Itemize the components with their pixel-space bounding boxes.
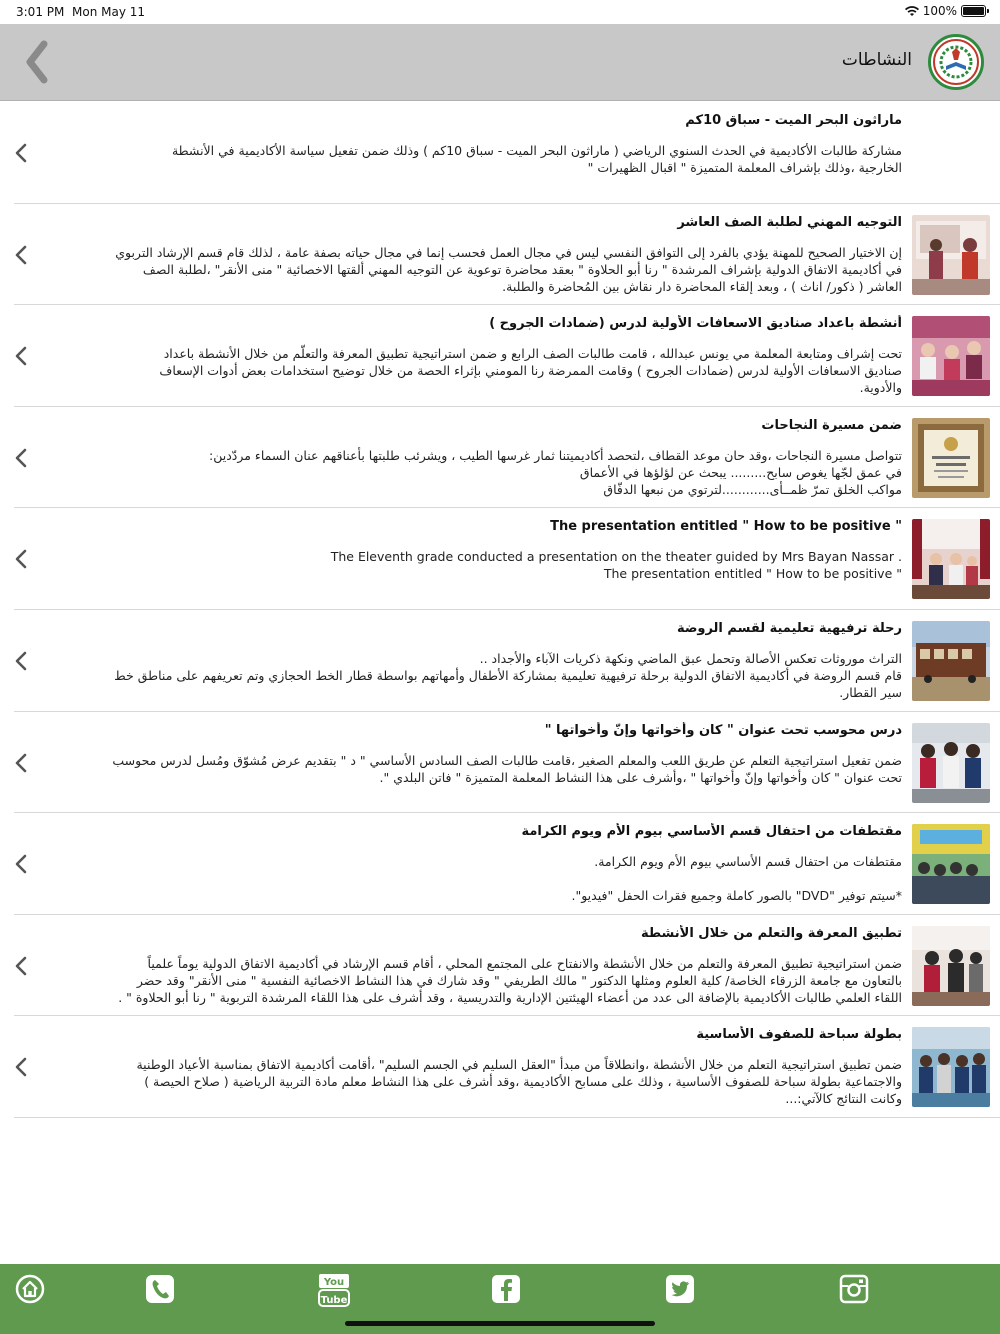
description-line: اللقاء العلمي طالبات الأكاديمية بالإضافة الى عدد من أعضاء الهيئتين الإدارية والتدريسية ، وقد أشرف على هذا اللقاء المرشدة التربوية " رنا أبو الحلاوة " . xyxy=(118,989,902,1005)
status-date: Mon May 11 xyxy=(72,5,146,19)
description-line: الخارجية ،وذلك بإشراف المعلمة المتميزة " اقبال الظهيرات " xyxy=(587,160,902,175)
back-button[interactable] xyxy=(18,38,64,86)
description-line: *سيتم توفير "DVD" بالصور كاملة وجميع فقرات الحفل "فيديو". xyxy=(571,888,902,904)
list-item[interactable] xyxy=(14,407,1000,509)
twitter-icon[interactable] xyxy=(664,1273,696,1305)
chevron-left-icon xyxy=(14,447,28,469)
description-line: العاشر ( ذكور/ اناث ) ، وبعد إلقاء المحاضرة دار نقاش بين المُحاضرة والطلبة. xyxy=(502,278,902,294)
description-line: سير القطار. xyxy=(839,684,902,700)
list-item[interactable] xyxy=(14,915,1000,1017)
facebook-icon[interactable] xyxy=(490,1273,522,1305)
home-indicator xyxy=(345,1321,655,1326)
item-text xyxy=(42,722,902,786)
item-title: The presentation entitled " How to be positive " xyxy=(550,519,902,535)
home-icon[interactable] xyxy=(14,1273,46,1305)
item-text xyxy=(42,823,902,904)
item-text xyxy=(42,620,902,701)
instagram-icon[interactable] xyxy=(838,1273,870,1305)
chevron-left-icon xyxy=(14,345,28,367)
item-thumbnail xyxy=(912,621,990,701)
description-line: مواكب الخلق تمرّ ظمــأى............لترتوي من نبعها الدفّاق xyxy=(603,481,902,497)
item-title: ماراثون البحر الميت - سباق 10كم xyxy=(685,113,902,128)
page-title: النشاطات xyxy=(841,50,912,70)
list-item[interactable] xyxy=(14,508,1000,610)
item-description xyxy=(42,955,902,1006)
item-description xyxy=(42,244,902,295)
chevron-left-icon xyxy=(14,955,28,977)
chevron-left-icon xyxy=(14,853,28,875)
item-description xyxy=(42,142,902,176)
item-description xyxy=(42,447,902,498)
item-thumbnail xyxy=(912,1027,990,1107)
status-time: 3:01 PM xyxy=(16,5,65,19)
chevron-left-icon xyxy=(14,244,28,266)
item-description xyxy=(42,548,902,582)
item-thumbnail xyxy=(912,316,990,396)
description-line: وكانت النتائج كالآتي:... xyxy=(785,1091,902,1107)
book-crest-icon xyxy=(932,38,980,86)
item-thumbnail xyxy=(912,926,990,1006)
item-title: رحلة ترفيهية تعليمية لقسم الروضة xyxy=(676,620,902,636)
youtube-icon[interactable] xyxy=(318,1273,350,1307)
svg-text:You: You xyxy=(323,1277,345,1288)
battery-icon xyxy=(961,5,986,17)
item-description xyxy=(42,752,902,786)
item-text xyxy=(42,214,902,295)
description-line: في أكاديمية الاتفاق الدولية بإشراف المرشدة " رنا أبو الحلاوة " بعقد محاضرة توعوية عن التوجيه المهني ألقتها الاخصائية " منى الأنقر" ،لطلبة الصف xyxy=(142,261,902,277)
list-item[interactable] xyxy=(14,813,1000,915)
list-item[interactable] xyxy=(14,305,1000,407)
chevron-left-icon xyxy=(14,142,28,164)
description-line: صناديق الاسعافات الأولية لدرس (ضمادات الجروح ) وقامت الممرضة رنا المومني بإثراء الحصة من خلال توضيح استخدامات بعض أدوات الإسعاف xyxy=(159,363,902,379)
description-line: قام قسم الروضة في أكاديمية الاتفاق الدولية برحلة ترفيهية تعليمية بمشاركة الأطفال وأمهاتهم بواسطة قطار الخط الحجازي وتم تعريفهم على مناطق خط xyxy=(114,667,902,683)
activities-list xyxy=(14,102,1000,1118)
chevron-left-icon xyxy=(14,548,28,570)
description-line: التراث موروثات تعكس الأصالة وتحمل عبق الماضي ونكهة ذكريات الآباء والأجداد .. xyxy=(479,650,902,666)
item-title: مقتطفات من احتفال قسم الأساسي بيوم الأم ويوم الكرامة xyxy=(521,824,902,840)
description-line: ضمن تفعيل استراتيجية التعلم عن طريق اللعب والمعلم الصغير ،قامت طالبات الصف السادس الأساسي " د " بتقديم عرض مُشوّق ومُسل لدرس محوسب xyxy=(112,752,902,768)
chevron-left-icon xyxy=(14,650,28,672)
description-line: والأدوية. xyxy=(859,380,902,396)
phone-icon[interactable] xyxy=(144,1273,176,1305)
item-description xyxy=(42,853,902,904)
list-item[interactable] xyxy=(14,610,1000,712)
navigation-bar xyxy=(0,24,1000,101)
description-line: إن الاختيار الصحيح للمهنة يؤدي بالفرد إلى التوافق النفسي ليس في مجال العمل فحسب إنما في مجال حياته بصفة عامة ، لذلك قام قسم الإرشاد التربوي xyxy=(115,244,902,260)
item-thumbnail xyxy=(912,723,990,803)
description-line: والاجتماعية بطولة سباحة للصفوف الأساسية ، وذلك على مسابح الأكاديمية ،وقد أشرف على هذا النشاط معلم مادة التربية الرياضية ( صلاح الحيصة ) xyxy=(144,1074,902,1090)
item-text xyxy=(42,518,902,582)
item-description xyxy=(42,650,902,701)
chevron-left-icon xyxy=(14,1056,28,1078)
item-thumbnail xyxy=(912,418,990,498)
item-thumbnail xyxy=(912,519,990,599)
item-text xyxy=(42,925,902,1006)
description-line: ضمن تطبيق استراتيجية التعلم من خلال الأنشطة ،وانطلاقاً من مبدأ "العقل السليم في الجسم السليم" ،أقامت أكاديمية الاتفاق بمناسبة الأعياد الوطنية xyxy=(136,1057,902,1073)
description-line: The Eleventh grade conducted a presentation on the theater guided by Mrs Bayan Nassar . xyxy=(330,549,902,565)
item-title: تطبيق المعرفة والتعلم من خلال الأنشطة xyxy=(640,925,902,941)
item-text xyxy=(42,112,902,176)
list-item[interactable] xyxy=(14,102,1000,204)
item-title: التوجيه المهني لطلبة الصف العاشر xyxy=(677,214,902,230)
item-description xyxy=(42,1056,902,1107)
list-item[interactable] xyxy=(14,204,1000,306)
item-title: درس محوسب تحت عنوان " كان وأخواتها وإنّ وأخواتها " xyxy=(544,722,902,738)
item-title: ضمن مسيرة النجاحات xyxy=(761,417,902,433)
item-title: أنشطة باعداد صناديق الاسعافات الأولية لدرس (ضمادات الجروح ) xyxy=(489,316,902,332)
wifi-icon xyxy=(905,6,919,17)
academy-logo xyxy=(928,34,984,90)
description-line: ضمن استراتيجية تطبيق المعرفة والتعلم من خلال الأنشطة والانفتاح على المجتمع المحلي ، أقام قسم الإرشاد في أكاديمية الاتفاق الدولية يوماً علمياً xyxy=(147,955,902,971)
svg-text:Tube: Tube xyxy=(320,1295,348,1306)
description-line: في عمق لجّها يغوص سابح......... يبحث عن لؤلؤها في الأعماق xyxy=(579,464,902,480)
description-line: تحت إشراف ومتابعة المعلمة مي يونس عبدالله ، قامت طالبات الصف الرابع و ضمن استراتيجية تطبيق المعرفة والتعلّم من خلال الأنشطة باعداد xyxy=(163,346,902,362)
description-line: مقتطفات من احتفال قسم الأساسي بيوم الأم ويوم الكرامة. xyxy=(594,854,902,870)
item-text xyxy=(42,315,902,396)
status-right xyxy=(905,4,986,18)
battery-percent: 100% xyxy=(922,4,957,18)
list-item[interactable] xyxy=(14,1016,1000,1118)
description-line: تحت عنوان " كان وأخواتها وإنّ وأخواتها " ،وأشرف على هذا النشاط المعلمة المتميزة " فاتن البلدي ". xyxy=(379,769,902,785)
item-thumbnail xyxy=(912,824,990,904)
item-text xyxy=(42,1026,902,1107)
item-text xyxy=(42,417,902,498)
item-description xyxy=(42,345,902,396)
item-thumbnail xyxy=(912,215,990,295)
description-line xyxy=(42,870,902,887)
chevron-left-icon xyxy=(14,752,28,774)
list-item[interactable] xyxy=(14,712,1000,814)
description-line: The presentation entitled " How to be positive " xyxy=(603,566,902,582)
description-line: مشاركة طالبات الأكاديمية في الحدث السنوي الرياضي ( ماراثون البحر الميت - سباق 10كم ) وذلك ضمن تفعيل سياسة الأكاديمية في الأنشطة xyxy=(171,143,902,158)
description-line: بالتعاون مع جامعة الزرقاء الخاصة/ كلية العلوم ومثلها الدكتور " مالك الطريفي " وقد شارك في هذا النشاط الاخصائية النفسية " منى الأنقر" وقد حضر xyxy=(136,972,902,988)
item-title: بطولة سباحة للصفوف الأساسية xyxy=(696,1027,902,1043)
description-line: تتواصل مسيرة النجاحات ،وقد حان موعد القطاف ،لتحصد أكاديميتنا ثمار غرسها الطيب ، ويشرئب طلبتها بأعناقهم عنان السماء مردّدين: xyxy=(209,447,902,463)
status-bar xyxy=(0,0,1000,24)
